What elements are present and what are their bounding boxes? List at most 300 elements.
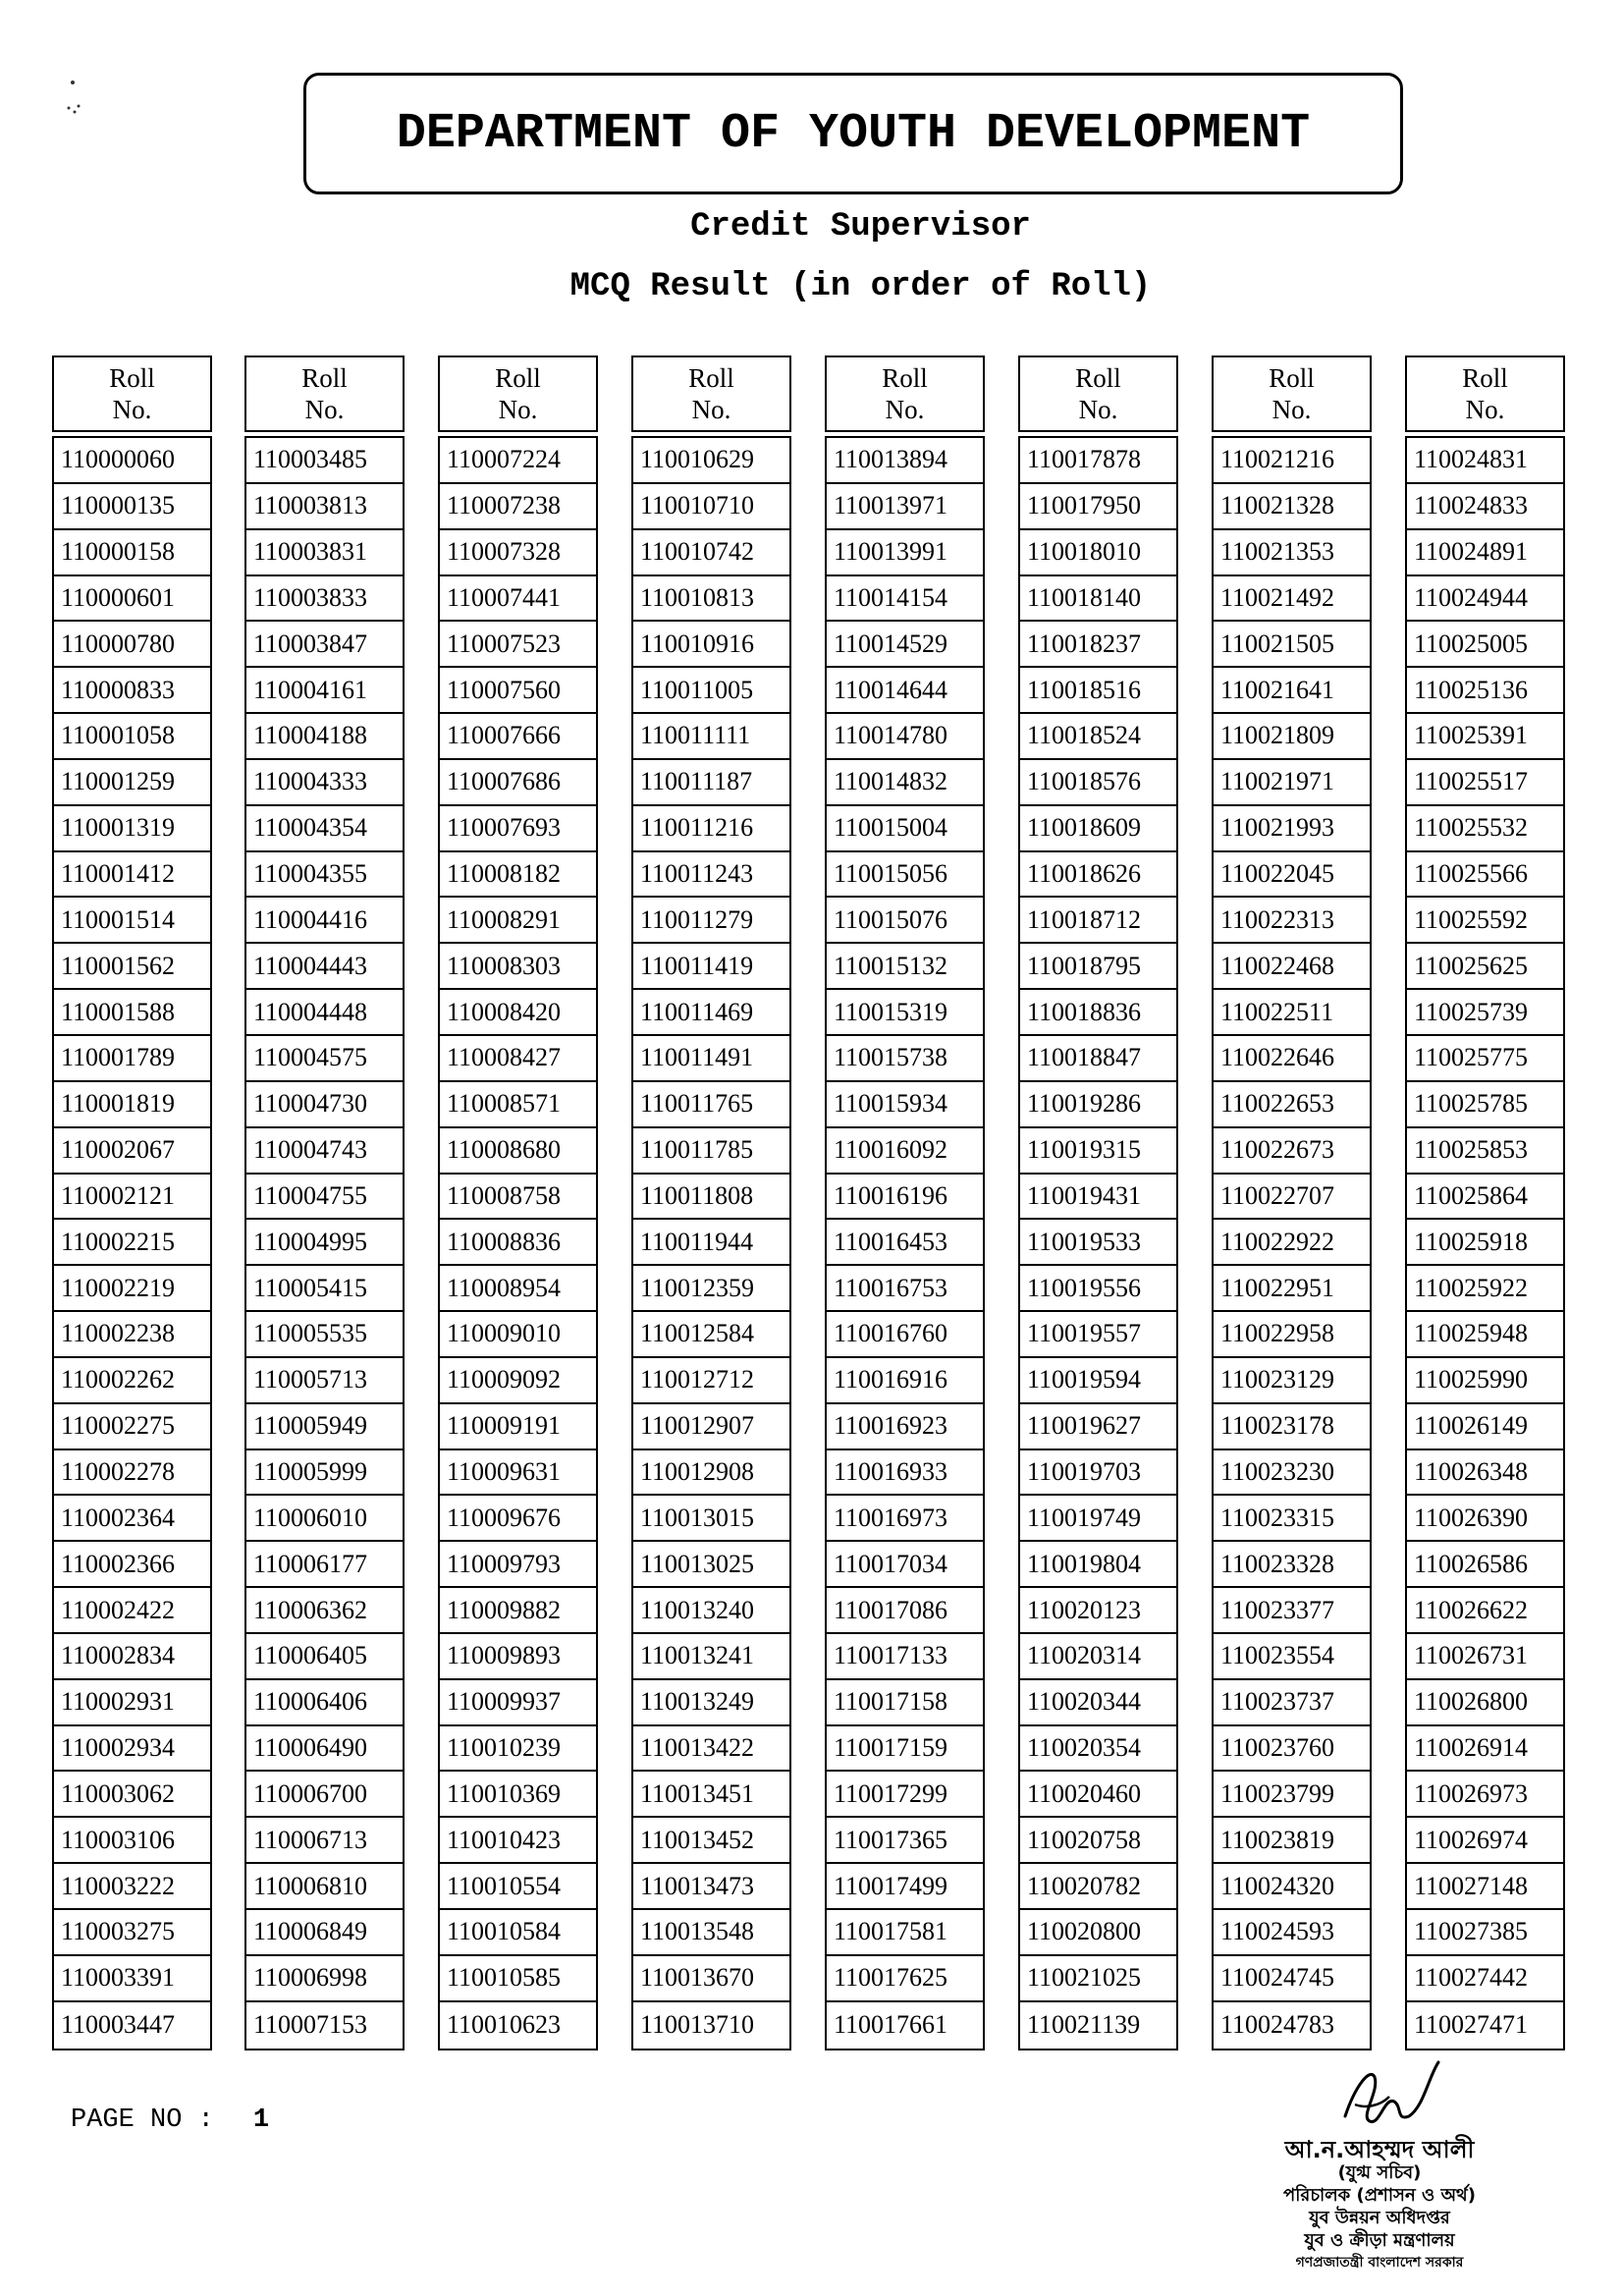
roll-number-cell: 110020782	[1020, 1864, 1176, 1910]
roll-number-cell: 110023377	[1214, 1588, 1370, 1634]
roll-number-cell: 110021809	[1214, 714, 1370, 760]
roll-number-cell: 110003833	[246, 576, 403, 623]
roll-column-body	[1018, 436, 1178, 2050]
roll-number-cell: 110005713	[246, 1358, 403, 1404]
roll-number-cell: 110021492	[1214, 576, 1370, 623]
roll-number-cell: 110007686	[440, 760, 596, 806]
roll-number-cell: 110010584	[440, 1910, 596, 1956]
roll-number-cell: 110021353	[1214, 530, 1370, 576]
stamp-department: যুব উন্নয়ন অধিদপ্তর	[1309, 2208, 1450, 2228]
roll-number-cell: 110018576	[1020, 760, 1176, 806]
roll-number-cell: 110001259	[54, 760, 210, 806]
roll-number-cell: 110024833	[1407, 484, 1563, 530]
roll-number-cell: 110022673	[1214, 1128, 1370, 1175]
roll-number-cell: 110013241	[633, 1634, 789, 1680]
roll-number-cell: 110008182	[440, 852, 596, 899]
scan-marks	[51, 69, 90, 128]
roll-number-cell: 110007693	[440, 806, 596, 852]
roll-number-cell: 110023760	[1214, 1726, 1370, 1773]
roll-number-cell: 110025785	[1407, 1082, 1563, 1128]
roll-number-cell: 110020460	[1020, 1772, 1176, 1818]
roll-number-cell: 110012359	[633, 1266, 789, 1312]
roll-number-cell: 110007153	[253, 2010, 368, 2040]
roll-number-cell: 110017625	[827, 1956, 983, 2002]
roll-number-cell: 110007224	[440, 438, 596, 484]
roll-number-cell: 110007523	[440, 622, 596, 668]
roll-column	[631, 355, 791, 2050]
roll-number-cell: 110007238	[440, 484, 596, 530]
roll-number-cell: 110011808	[633, 1175, 789, 1221]
roll-number-cell: 110013025	[633, 1542, 789, 1588]
roll-number-cell: 110011005	[633, 668, 789, 714]
roll-number-cell: 110011491	[633, 1036, 789, 1082]
roll-number-cell: 110022045	[1214, 852, 1370, 899]
roll-column-header	[1018, 355, 1178, 432]
roll-number-cell: 110023819	[1214, 1818, 1370, 1864]
roll-number-cell: 110006700	[246, 1772, 403, 1818]
roll-number-cell: 110019749	[1020, 1496, 1176, 1542]
roll-number-cell: 110013015	[633, 1496, 789, 1542]
roll-number-cell: 110011765	[633, 1082, 789, 1128]
roll-number-cell: 110018836	[1020, 990, 1176, 1036]
roll-number-cell: 110008291	[440, 898, 596, 944]
roll-number-cell: 110006010	[246, 1496, 403, 1542]
roll-number-cell: 110006713	[246, 1818, 403, 1864]
roll-number-cell: 110023178	[1214, 1404, 1370, 1450]
roll-number-cell: 110003391	[54, 1956, 210, 2002]
roll-number-cell: 110017133	[827, 1634, 983, 1680]
roll-number-cell: 110016453	[827, 1220, 983, 1266]
roll-number-cell: 110011419	[633, 944, 789, 990]
roll-number-cell: 110025948	[1407, 1312, 1563, 1358]
roll-number-cell: 110019703	[1020, 1450, 1176, 1497]
roll-number-cell: 110010623	[447, 2010, 562, 2040]
roll-number-cell: 110002262	[54, 1358, 210, 1404]
roll-number-cell: 110018516	[1020, 668, 1176, 714]
header-roll: Roll	[688, 363, 734, 393]
roll-number-cell: 110008427	[440, 1036, 596, 1082]
roll-column-body	[438, 436, 598, 2050]
roll-number-cell: 110021505	[1214, 622, 1370, 668]
roll-number-cell: 110001058	[54, 714, 210, 760]
roll-number-cell: 110003062	[54, 1772, 210, 1818]
header-no: No.	[498, 395, 538, 424]
roll-number-cell: 110016923	[827, 1404, 983, 1450]
roll-number-cell: 110000158	[54, 530, 210, 576]
header-roll: Roll	[1269, 363, 1315, 393]
roll-number-cell: 110026622	[1407, 1588, 1563, 1634]
roll-number-cell: 110009092	[440, 1358, 596, 1404]
roll-column	[825, 355, 985, 2050]
roll-number-cell: 110025775	[1407, 1036, 1563, 1082]
stamp-government: গণপ্রজাতন্ত্রী বাংলাদেশ সরকার	[1295, 2255, 1464, 2270]
roll-number-cell: 110016933	[827, 1450, 983, 1497]
roll-number-cell: 110005999	[246, 1450, 403, 1497]
roll-number-cell: 110022922	[1214, 1220, 1370, 1266]
roll-number-cell: 110014644	[827, 668, 983, 714]
header-roll: Roll	[882, 363, 928, 393]
roll-number-cell: 110009010	[440, 1312, 596, 1358]
roll-number-cell: 110009631	[440, 1450, 596, 1497]
roll-number-cell: 110019557	[1020, 1312, 1176, 1358]
roll-number-cell: 110009937	[440, 1680, 596, 1726]
roll-number-cell: 110008954	[440, 1266, 596, 1312]
roll-number-cell: 110007441	[440, 576, 596, 623]
roll-number-cell: 110018237	[1020, 622, 1176, 668]
header-no: No.	[1271, 395, 1312, 424]
roll-number-cell: 110005949	[246, 1404, 403, 1450]
roll-number-cell: 110012907	[633, 1404, 789, 1450]
roll-number-cell: 110002364	[54, 1496, 210, 1542]
header-no: No.	[1078, 395, 1118, 424]
roll-number-cell: 110007328	[440, 530, 596, 576]
roll-number-cell: 110025864	[1407, 1175, 1563, 1221]
signature	[1325, 2048, 1453, 2136]
roll-number-cell: 110004355	[246, 852, 403, 899]
header-roll: Roll	[109, 363, 155, 393]
roll-column	[1212, 355, 1372, 2050]
roll-number-cell: 110010813	[633, 576, 789, 623]
roll-number-cell: 110007560	[440, 668, 596, 714]
roll-number-cell: 110017034	[827, 1542, 983, 1588]
roll-number-cell: 110018524	[1020, 714, 1176, 760]
roll-number-cell: 110008303	[440, 944, 596, 990]
roll-number-cell: 110019315	[1020, 1128, 1176, 1175]
roll-number-cell: 110023737	[1214, 1680, 1370, 1726]
roll-number-cell: 110018010	[1020, 530, 1176, 576]
stamp-ministry: যুব ও ক্রীড়া মন্ত্রণালয়	[1304, 2230, 1455, 2251]
roll-number-cell: 110010710	[633, 484, 789, 530]
roll-number-cell: 110021216	[1214, 438, 1370, 484]
roll-number-cell: 110024783	[1220, 2010, 1335, 2040]
roll-column-header	[825, 355, 985, 432]
roll-number-cell: 110011785	[633, 1128, 789, 1175]
roll-number-cell: 110002219	[54, 1266, 210, 1312]
roll-number-cell: 110025592	[1407, 898, 1563, 944]
roll-number-cell: 110011944	[633, 1220, 789, 1266]
roll-number-cell: 110018847	[1020, 1036, 1176, 1082]
header-no: No.	[1465, 395, 1505, 424]
official-stamp	[1213, 2136, 1546, 2274]
roll-number-cell: 110004448	[246, 990, 403, 1036]
roll-number-cell: 110024745	[1214, 1956, 1370, 2002]
roll-number-cell: 110025739	[1407, 990, 1563, 1036]
roll-number-cell: 110011469	[633, 990, 789, 1036]
roll-number-cell: 110013894	[827, 438, 983, 484]
stamp-rank: (যুগ্ম সচিব)	[1337, 2162, 1422, 2183]
roll-number-cell: 110017499	[827, 1864, 983, 1910]
roll-number-cell: 110015319	[827, 990, 983, 1036]
roll-number-cell: 110027385	[1407, 1910, 1563, 1956]
roll-number-cell: 110016973	[827, 1496, 983, 1542]
roll-column-header	[52, 355, 212, 432]
roll-number-cell: 110003485	[246, 438, 403, 484]
roll-number-cell: 110013971	[827, 484, 983, 530]
roll-number-cell: 110018795	[1020, 944, 1176, 990]
roll-number-cell: 110013452	[633, 1818, 789, 1864]
roll-number-cell: 110025136	[1407, 668, 1563, 714]
roll-number-cell: 110008758	[440, 1175, 596, 1221]
roll-number-cell: 110009191	[440, 1404, 596, 1450]
roll-number-cell: 110017661	[834, 2010, 948, 2040]
roll-number-cell: 110025625	[1407, 944, 1563, 990]
roll-number-cell: 110019533	[1020, 1220, 1176, 1266]
roll-number-cell: 110026586	[1407, 1542, 1563, 1588]
roll-number-cell: 110017581	[827, 1910, 983, 1956]
roll-number-cell: 110010423	[440, 1818, 596, 1864]
roll-number-cell: 110001562	[54, 944, 210, 990]
roll-number-cell: 110023315	[1214, 1496, 1370, 1542]
roll-number-cell: 110013240	[633, 1588, 789, 1634]
roll-column-body	[825, 436, 985, 2050]
roll-number-cell: 110001412	[54, 852, 210, 899]
roll-number-cell: 110016196	[827, 1175, 983, 1221]
roll-number-cell: 110006998	[246, 1956, 403, 2002]
roll-number-cell: 110015076	[827, 898, 983, 944]
roll-number-cell: 110004575	[246, 1036, 403, 1082]
roll-number-cell: 110015132	[827, 944, 983, 990]
roll-number-cell: 110013670	[633, 1956, 789, 2002]
roll-number-cell: 110014780	[827, 714, 983, 760]
roll-number-cell: 110019804	[1020, 1542, 1176, 1588]
roll-number-cell: 110008420	[440, 990, 596, 1036]
roll-number-cell: 110027148	[1407, 1864, 1563, 1910]
roll-number-cell: 110025005	[1407, 622, 1563, 668]
roll-number-cell: 110021641	[1214, 668, 1370, 714]
roll-number-cell: 110009676	[440, 1496, 596, 1542]
roll-number-cell: 110022958	[1214, 1312, 1370, 1358]
roll-number-cell: 110002067	[54, 1128, 210, 1175]
roll-number-cell: 110023799	[1214, 1772, 1370, 1818]
roll-column-header	[1212, 355, 1372, 432]
roll-number-cell: 110012908	[633, 1450, 789, 1497]
roll-number-cell: 110004161	[246, 668, 403, 714]
roll-number-cell: 110022653	[1214, 1082, 1370, 1128]
roll-number-cell: 110006490	[246, 1726, 403, 1773]
roll-number-cell: 110019286	[1020, 1082, 1176, 1128]
roll-number-cell: 110004416	[246, 898, 403, 944]
roll-number-cell: 110025532	[1407, 806, 1563, 852]
roll-number-cell: 110003447	[61, 2010, 176, 2040]
roll-number-cell: 110004354	[246, 806, 403, 852]
roll-number-cell: 110009793	[440, 1542, 596, 1588]
roll-number-cell: 110013473	[633, 1864, 789, 1910]
roll-number-cell: 110022707	[1214, 1175, 1370, 1221]
roll-column-header	[244, 355, 405, 432]
roll-number-cell: 110016760	[827, 1312, 983, 1358]
roll-number-cell: 110016092	[827, 1128, 983, 1175]
stamp-name: আ.ন.আহম্মদ আলী	[1284, 2136, 1475, 2163]
page-label: PAGE NO :	[71, 2105, 214, 2135]
roll-number-cell: 110019556	[1020, 1266, 1176, 1312]
roll-number-cell: 110017365	[827, 1818, 983, 1864]
roll-number-cell: 110024831	[1407, 438, 1563, 484]
roll-number-cell: 110023328	[1214, 1542, 1370, 1588]
roll-number-cell: 110000833	[54, 668, 210, 714]
roll-number-cell: 110011243	[633, 852, 789, 899]
roll-number-cell: 110000601	[54, 576, 210, 623]
roll-number-cell: 110022511	[1214, 990, 1370, 1036]
roll-number-cell: 110020314	[1020, 1634, 1176, 1680]
roll-number-cell: 110025517	[1407, 760, 1563, 806]
roll-column-header	[631, 355, 791, 432]
roll-number-cell: 110026731	[1407, 1634, 1563, 1680]
roll-number-cell: 110008571	[440, 1082, 596, 1128]
roll-number-cell: 110003222	[54, 1864, 210, 1910]
roll-number-cell: 110001789	[54, 1036, 210, 1082]
roll-number-cell: 110022951	[1214, 1266, 1370, 1312]
roll-number-cell: 110010629	[633, 438, 789, 484]
department-title-box	[303, 73, 1403, 194]
roll-number-cell: 110015738	[827, 1036, 983, 1082]
roll-number-cell: 110001514	[54, 898, 210, 944]
page-number: 1	[252, 2105, 270, 2135]
roll-number-cell: 110018712	[1020, 898, 1176, 944]
roll-column-header	[438, 355, 598, 432]
stamp-designation: পরিচালক (প্রশাসন ও অর্থ)	[1283, 2185, 1476, 2206]
roll-column	[1018, 355, 1178, 2050]
roll-number-cell: 110015056	[827, 852, 983, 899]
roll-number-cell: 110016753	[827, 1266, 983, 1312]
roll-number-cell: 110000135	[54, 484, 210, 530]
roll-number-cell: 110002934	[54, 1726, 210, 1773]
roll-number-cell: 110020758	[1020, 1818, 1176, 1864]
roll-number-cell: 110021993	[1214, 806, 1370, 852]
roll-number-cell: 110027471	[1414, 2010, 1529, 2040]
roll-number-cell: 110012584	[633, 1312, 789, 1358]
roll-number-cell: 110017086	[827, 1588, 983, 1634]
roll-number-cell: 110004730	[246, 1082, 403, 1128]
roll-number-cell: 110020344	[1020, 1680, 1176, 1726]
roll-number-cell: 110019594	[1020, 1358, 1176, 1404]
roll-number-cell: 110011111	[633, 714, 789, 760]
roll-number-cell: 110025922	[1407, 1266, 1563, 1312]
roll-number-cell: 110021025	[1020, 1956, 1176, 2002]
roll-number-cell: 110013422	[633, 1726, 789, 1773]
roll-number-cell: 110002278	[54, 1450, 210, 1497]
roll-number-cell: 110009882	[440, 1588, 596, 1634]
roll-number-cell: 110025990	[1407, 1358, 1563, 1404]
roll-number-cell: 110006405	[246, 1634, 403, 1680]
roll-number-cell: 110002931	[54, 1680, 210, 1726]
roll-number-cell: 110010239	[440, 1726, 596, 1773]
roll-number-cell: 110023230	[1214, 1450, 1370, 1497]
header-no: No.	[112, 395, 152, 424]
roll-number-cell: 110024320	[1214, 1864, 1370, 1910]
roll-number-cell: 110026973	[1407, 1772, 1563, 1818]
roll-number-cell: 110014154	[827, 576, 983, 623]
roll-number-cell: 110026390	[1407, 1496, 1563, 1542]
header-roll: Roll	[495, 363, 541, 393]
roll-column	[438, 355, 598, 2050]
roll-number-cell: 110026149	[1407, 1404, 1563, 1450]
roll-number-cell: 110017158	[827, 1680, 983, 1726]
roll-number-cell: 110001819	[54, 1082, 210, 1128]
roll-number-cell: 110022468	[1214, 944, 1370, 990]
roll-number-cell: 110019627	[1020, 1404, 1176, 1450]
header-no: No.	[691, 395, 731, 424]
roll-number-cell: 110006406	[246, 1680, 403, 1726]
roll-number-cell: 110002275	[54, 1404, 210, 1450]
roll-number-cell: 110013710	[640, 2010, 755, 2040]
roll-number-cell: 110004755	[246, 1175, 403, 1221]
roll-number-cell: 110022313	[1214, 898, 1370, 944]
roll-column-body	[244, 436, 405, 2050]
roll-number-cell: 110018626	[1020, 852, 1176, 899]
roll-number-cell: 110011279	[633, 898, 789, 944]
roll-number-cell: 110016916	[827, 1358, 983, 1404]
roll-column	[52, 355, 212, 2050]
roll-number-cell: 110005415	[246, 1266, 403, 1312]
roll-number-cell: 110006849	[246, 1910, 403, 1956]
roll-number-cell: 110026348	[1407, 1450, 1563, 1497]
roll-number-cell: 110002121	[54, 1175, 210, 1221]
roll-number-cell: 110003275	[54, 1910, 210, 1956]
roll-number-cell: 110004333	[246, 760, 403, 806]
roll-number-cell: 110010916	[633, 622, 789, 668]
roll-number-cell: 110007666	[440, 714, 596, 760]
roll-number-cell: 110019431	[1020, 1175, 1176, 1221]
header-roll: Roll	[1075, 363, 1121, 393]
result-title: MCQ Result (in order of Roll)	[569, 268, 1152, 305]
roll-number-cell: 110006177	[246, 1542, 403, 1588]
roll-number-cell: 110018609	[1020, 806, 1176, 852]
header-no: No.	[885, 395, 925, 424]
roll-number-cell: 110011187	[633, 760, 789, 806]
roll-number-cell: 110026914	[1407, 1726, 1563, 1773]
page-number-label	[71, 2105, 269, 2135]
roll-number-cell: 110004443	[246, 944, 403, 990]
roll-number-cell: 110006362	[246, 1588, 403, 1634]
roll-column-body	[52, 436, 212, 2050]
roll-number-cell: 110025918	[1407, 1220, 1563, 1266]
roll-number-cell: 110002215	[54, 1220, 210, 1266]
roll-number-cell: 110025566	[1407, 852, 1563, 899]
roll-number-cell: 110008836	[440, 1220, 596, 1266]
roll-number-cell: 110000780	[54, 622, 210, 668]
roll-number-cell: 110021139	[1027, 2010, 1141, 2040]
roll-number-cell: 110024593	[1214, 1910, 1370, 1956]
roll-number-cell: 110000060	[54, 438, 210, 484]
roll-column-body	[631, 436, 791, 2050]
roll-number-cell: 110017299	[827, 1772, 983, 1818]
roll-number-cell: 110004743	[246, 1128, 403, 1175]
roll-number-cell: 110004995	[246, 1220, 403, 1266]
department-title: DEPARTMENT OF YOUTH DEVELOPMENT	[396, 105, 1311, 162]
roll-number-cell: 110015934	[827, 1082, 983, 1128]
roll-number-cell: 110014529	[827, 622, 983, 668]
roll-number-cell: 110026974	[1407, 1818, 1563, 1864]
roll-number-cell: 110010554	[440, 1864, 596, 1910]
roll-number-cell: 110011216	[633, 806, 789, 852]
roll-number-cell: 110003106	[54, 1818, 210, 1864]
roll-number-cell: 110006810	[246, 1864, 403, 1910]
roll-number-cell: 110013548	[633, 1910, 789, 1956]
roll-number-cell: 110003813	[246, 484, 403, 530]
roll-number-cell: 110004188	[246, 714, 403, 760]
roll-number-cell: 110018140	[1020, 576, 1176, 623]
roll-number-cell: 110002366	[54, 1542, 210, 1588]
header-no: No.	[304, 395, 345, 424]
roll-number-cell: 110020800	[1020, 1910, 1176, 1956]
roll-number-cell: 110026800	[1407, 1680, 1563, 1726]
roll-number-cell: 110020123	[1020, 1588, 1176, 1634]
roll-number-cell: 110020354	[1020, 1726, 1176, 1773]
roll-number-cell: 110017159	[827, 1726, 983, 1773]
roll-column-header	[1405, 355, 1565, 432]
roll-number-cell: 110013991	[827, 530, 983, 576]
roll-number-cell: 110021328	[1214, 484, 1370, 530]
